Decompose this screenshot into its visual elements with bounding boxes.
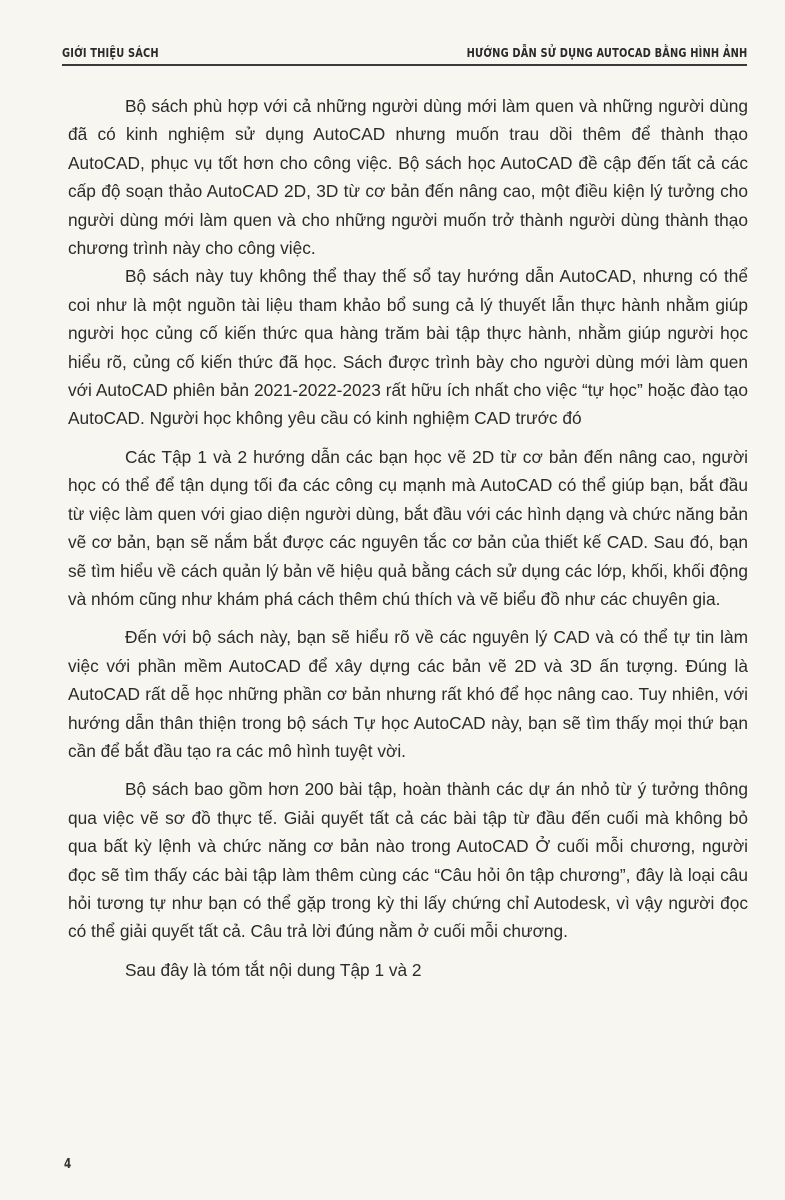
paragraph-reference: Bộ sách này tuy không thể thay thế sổ tay hướng dẫn AutoCAD, nhưng có thể coi như là một nguồn tài liệu tham khảo bổ sung cả lý thuyết lẫn thực hành nhằm giúp người học củng cố kiến thức qua hàng trăm bài tập thực hành, nhằm giúp người học hiểu rõ, củng cố kiến thức đã học. Sách được trình bày cho người dùng mới làm quen với AutoCAD phiên bản 2021-2022-2023 rất hữu ích nhất cho việc “tự học” hoặc đào tạo AutoCAD. Người học không yêu cầu có kinh nghiệm CAD trước đó	[68, 266, 748, 429]
running-header	[62, 40, 747, 66]
header-section-title: GIỚI THIỆU SÁCH	[62, 46, 159, 60]
header-book-title: HƯỚNG DẪN SỬ DỤNG AUTOCAD BẰNG HÌNH ẢNH	[466, 46, 747, 60]
paragraph-volumes: Các Tập 1 và 2 hướng dẫn các bạn học vẽ 2D từ cơ bản đến nâng cao, người học có thể để tận dụng tối đa các công cụ mạnh mà AutoCAD có thể giúp bạn, bắt đầu từ việc làm quen với giao diện người dùng, bắt đầu với các hình dạng và chức năng bản vẽ cơ bản, bạn sẽ nắm bắt được các nguyên tắc cơ bản của thiết kế CAD. Sau đó, bạn sẽ tìm hiểu về cách quản lý bản vẽ hiệu quả bằng cách sử dụng các lớp, khối, khối động và nhóm cũng như khám phá cách thêm chú thích và vẽ biểu đồ như các chuyên gia.	[68, 446, 748, 609]
paragraph-exercises: Bộ sách bao gồm hơn 200 bài tập, hoàn thành các dự án nhỏ từ ý tưởng thông qua việc vẽ sơ đồ thực tế. Giải quyết tất cả các bài tập từ đầu đến cuối mà không bỏ qua bất kỳ lệnh và chức năng cơ bản nào trong AutoCAD Ở cuối mỗi chương, người đọc sẽ tìm thấy các bài tập làm thêm cùng các “Câu hỏi ôn tập chương”, đây là loại câu hỏi tương tự như bạn có thể gặp trong kỳ thi lấy chứng chỉ Autodesk, vì vậy người đọc có thể giải quyết tất cả. Câu trả lời đúng nằm ở cuối mỗi chương.	[68, 779, 748, 942]
paragraph-summary-lead: Sau đây là tóm tắt nội dung Tập 1 và 2	[125, 959, 422, 980]
paragraph-cad-principles: Đến với bộ sách này, bạn sẽ hiểu rõ về các nguyên lý CAD và có thể tự tin làm việc với phần mềm AutoCAD để xây dựng các bản vẽ 2D và 3D ấn tượng. Đúng là AutoCAD rất dễ học những phần cơ bản nhưng rất khó để học nâng cao. Tuy nhiên, với hướng dẫn thân thiện trong bộ sách Tự học AutoCAD này, bạn sẽ tìm thấy mọi thứ bạn cần để bắt đầu tạo ra các mô hình tuyệt vời.	[68, 627, 748, 761]
body-text	[68, 92, 748, 984]
paragraph-intro: Bộ sách phù hợp với cả những người dùng mới làm quen và những người dùng đã có kinh nghiệm sử dụng AutoCAD nhưng muốn trau dồi thêm để thành thạo AutoCAD, phục vụ tốt hơn cho công việc. Bộ sách học AutoCAD đề cập đến tất cả các cấp độ soạn thảo AutoCAD 2D, 3D từ cơ bản đến nâng cao, một điều kiện lý tưởng cho người dùng mới làm quen và cho những người muốn trở thành người dùng thành thạo chương trình này cho công việc.	[68, 96, 748, 259]
page-number: 4	[64, 1157, 72, 1172]
